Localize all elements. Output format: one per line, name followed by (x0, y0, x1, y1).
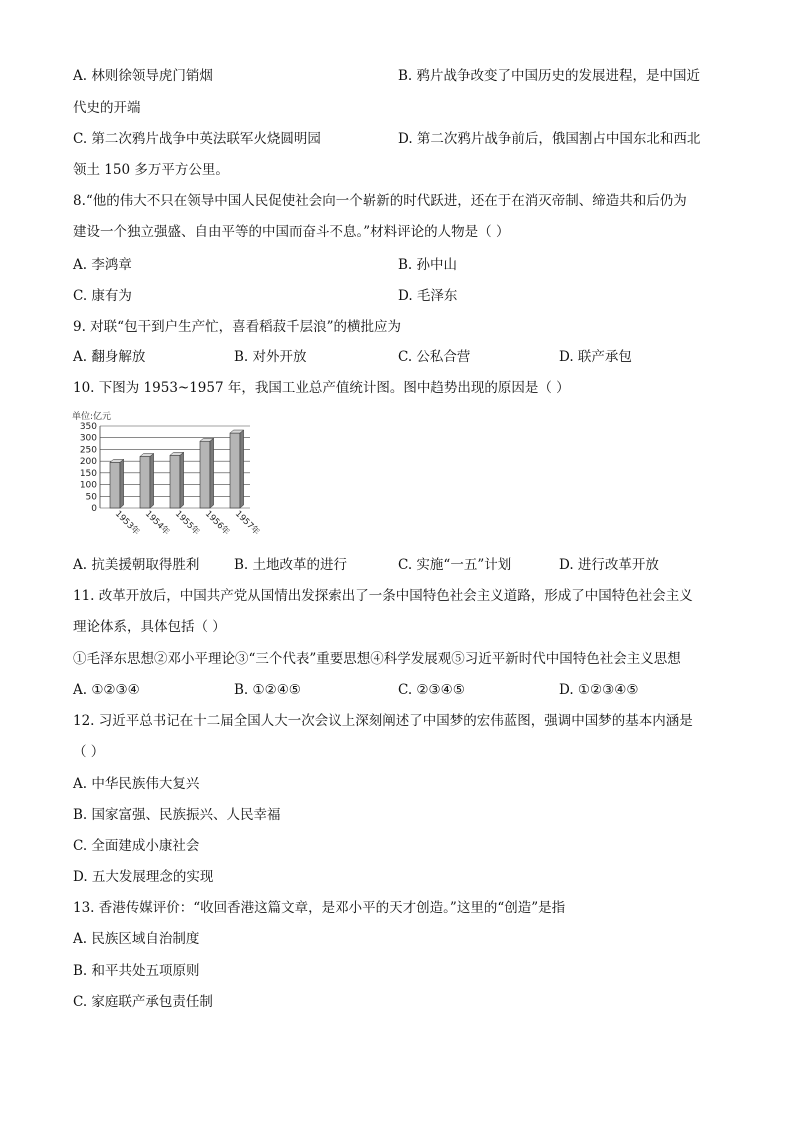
x-tick-label: 1953年 (112, 509, 142, 538)
chart-unit-label: 单位:亿元 (72, 412, 112, 422)
y-tick-label: 0 (91, 504, 97, 514)
q9-option-b: B. 对外开放 (234, 349, 307, 365)
bar (230, 433, 240, 508)
q10-option-d: D. 进行改革开放 (559, 557, 659, 573)
q8-option-d: D. 毛泽东 (398, 288, 458, 304)
q8-stem-line2: 建设一个独立强盛、自由平等的中国而奋斗不息。”材料评论的人物是（ ） (73, 224, 510, 240)
bar-side (240, 430, 244, 508)
q7-option-c: C. 第二次鸦片战争中英法联军火烧圆明园 (73, 131, 321, 147)
y-tick-label: 250 (79, 445, 97, 456)
x-tick-label: 1955年 (172, 509, 202, 538)
q9-option-c: C. 公私合营 (398, 349, 471, 365)
q13-option-c: C. 家庭联产承包责任制 (73, 994, 213, 1010)
x-tick-label: 1954年 (142, 509, 172, 538)
industry-output-chart (70, 408, 270, 543)
bar-side (120, 459, 124, 508)
x-tick-label: 1956年 (202, 509, 232, 538)
q8-stem-line1: 8.“他的伟大不只在领导中国人民促使社会向一个崭新的时代跃进，还在于在消灭帝制、缔造共和后仍为 (73, 193, 687, 209)
chart-x-ticks (113, 508, 262, 537)
q13-stem: 13. 香港传媒评价：“收回香港这篇文章，是邓小平的天才创造。”这里的“创造”是指 (73, 900, 566, 916)
y-tick-label: 150 (79, 468, 97, 479)
q12-stem-line1: 12. 习近平总书记在十二届全国人大一次会议上深刻阐述了中国梦的宏伟蓝图，强调中国梦的基本内涵是 (73, 713, 693, 729)
y-tick-label: 50 (85, 492, 97, 503)
q7-option-b: B. 鸦片战争改变了中国历史的发展进程，是中国近 (398, 68, 701, 84)
y-tick-label: 350 (79, 422, 97, 432)
q12-option-a: A. 中华民族伟大复兴 (73, 776, 200, 792)
bar (140, 456, 150, 508)
x-tick-label: 1957年 (232, 509, 262, 538)
q8-option-b: B. 孙中山 (398, 257, 458, 273)
q11-items: ①毛泽东思想②邓小平理论③“三个代表”重要思想④科学发展观⑤习近平新时代中国特色社会主义思想 (73, 651, 681, 667)
q11-stem-line1: 11. 改革开放后，中国共产党从国情出发探索出了一条中国特色社会主义道路，形成了中国特色社会主义 (73, 588, 693, 604)
bar-side (150, 453, 154, 508)
bar-side (210, 438, 214, 508)
bar-side (180, 452, 184, 508)
q11-option-d: D. ①②③④⑤ (559, 682, 639, 698)
q7-option-d-cont: 领土 150 多万平方公里。 (73, 162, 229, 178)
q10-option-c: C. 实施“一五”计划 (398, 557, 512, 573)
y-tick-label: 100 (79, 480, 97, 491)
q12-option-d: D. 五大发展理念的实现 (73, 869, 214, 885)
q9-option-d: D. 联产承包 (559, 349, 632, 365)
q7-option-a: A. 林则徐领导虎门销烟 (73, 68, 213, 84)
q10-stem: 10. 下图为 1953~1957 年，我国工业总产值统计图。图中趋势出现的原因是（ ） (73, 380, 570, 396)
q13-option-a: A. 民族区域自治制度 (73, 931, 200, 947)
q9-stem: 9. 对联“包干到户生产忙，喜看稻菽千层浪”的横批应为 (73, 319, 401, 335)
q10-option-b: B. 土地改革的进行 (234, 557, 348, 573)
q8-option-c: C. 康有为 (73, 288, 132, 304)
q11-option-b: B. ①②④⑤ (234, 682, 301, 698)
bar (200, 441, 210, 508)
y-tick-label: 200 (79, 457, 97, 468)
q8-option-a: A. 李鸿章 (73, 257, 132, 273)
q13-option-b: B. 和平共处五项原则 (73, 963, 200, 979)
q10-option-a: A. 抗美援朝取得胜利 (73, 557, 200, 573)
q11-option-c: C. ②③④⑤ (398, 682, 465, 698)
y-tick-label: 300 (79, 433, 97, 444)
q7-option-b-cont: 代史的开端 (73, 100, 141, 116)
q11-option-a: A. ①②③④ (73, 682, 140, 698)
q12-option-c: C. 全面建成小康社会 (73, 838, 200, 854)
q12-stem-line2: （ ） (73, 744, 105, 760)
bar (170, 455, 180, 508)
q7-option-d: D. 第二次鸦片战争前后，俄国割占中国东北和西北 (398, 131, 701, 147)
q12-option-b: B. 国家富强、民族振兴、人民幸福 (73, 807, 281, 823)
q9-option-a: A. 翻身解放 (73, 349, 146, 365)
chart-y-ticks (80, 422, 97, 514)
q11-stem-line2: 理论体系，具体包括（ ） (73, 619, 226, 635)
bar (110, 462, 120, 508)
